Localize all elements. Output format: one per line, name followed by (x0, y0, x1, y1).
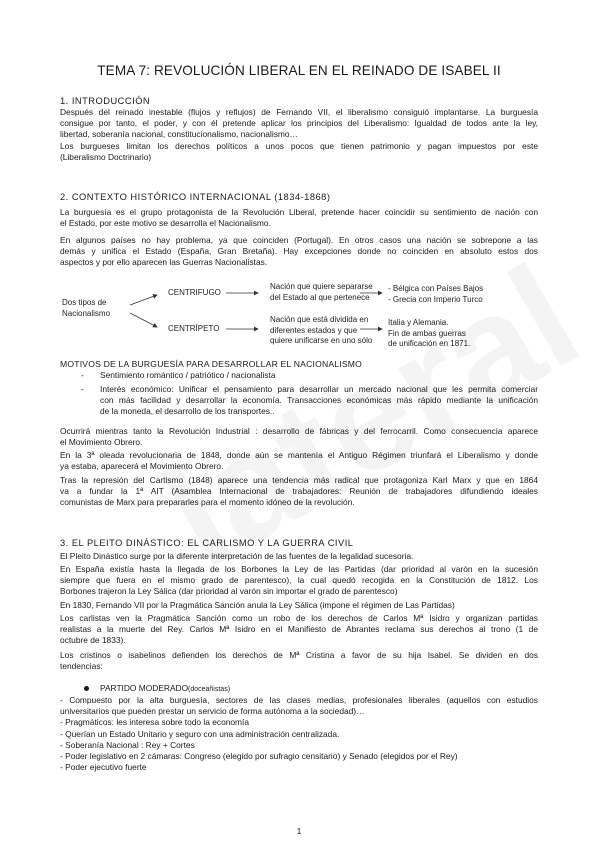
section-heading-pleito: 3. EL PLEITO DINÁSTICO: EL CARLISMO Y LA GUERRA CIVIL (60, 538, 354, 548)
section-heading-introduccion: 1. INTRODUCCIÓN (60, 96, 151, 106)
paragraph: Ocurrirá mientras tanto la Revolución Industrial : desarrollo de fábricas y del ferrocarril. Como consecuencia aparece el Movimiento Obrero. (60, 426, 538, 448)
diagram-root: Dos tipos de Nacionalismo (62, 298, 111, 318)
section-heading-contexto: 2. CONTEXTO HISTÓRICO INTERNACIONAL (1834-1868) (60, 192, 331, 202)
centrifugo-examples: - Bélgica con Países Bajos - Grecia con Imperio Turco (388, 284, 484, 304)
partido-moderado-list (60, 695, 538, 773)
list-item: - Soberanía Nacional : Rey + Cortes (60, 739, 195, 750)
paragraph: En 1830, Fernando VII por la Pragmática Sanción anula la Ley Sálica (impone el régimen de Las Partidas) (60, 600, 455, 610)
paragraph: Después del reinado inestable (flujos y reflujos) de Fernando VII, el liberalismo consiguió implantarse. La burguesía consigue por tanto, el poder, y con él pretende aplicar los principios del Liberalismo: Igualdad de todos ante la ley, libertad, soberanía nacional, constitucionalismo, nacionalismo… (60, 107, 538, 140)
page-number: 1 (296, 826, 302, 836)
paragraph: En España existía hasta la llegada de los Borbones la Ley de las Partidas (dar prioridad al varón en la sucesión siempre que fuera en el mismo grado de parentesco), la cual quedó recogida en la Constitución de 1812. Los Borbones trajeron la Ley Sálica (dar prioridad al varón sin importar el grado de parentesco) (60, 564, 538, 597)
arrow-to-centripeto (130, 313, 157, 327)
list-item: - Compuesto por la alta burguesía, sectores de las clases medias, profesionales liberales (aquellos con estudios (60, 695, 538, 705)
paragraph: Los burgueses limitan los derechos políticos a unos pocos que tienen patrimonio y pagan impuestos por este (Liberalismo Doctrinario) (60, 141, 538, 163)
paragraph: Tras la represión del Cartismo (1848) aparece una tendencia más radical que protagoniza Karl Marx y que en 1864 va a fundar la 1ª AIT (Asamblea Internacional de trabajadores: Reunión de trabajadores difundiendo ideales comunistas de Marx para prepararles para el momento idóneo de la revolución. (60, 475, 538, 508)
label-centrifugo: CENTRIFUGO (168, 288, 221, 297)
motivos-heading: MOTIVOS DE LA BURGUESÍA PARA DESARROLLAR EL NACIONALISMO (60, 359, 363, 369)
paragraph: Los carlistas ven la Pragmática Sanción como un robo de los derechos de Carlos Mª Isidro y organizan partidas realistas a la muerte del Rey. Carlos Mª Isidro en el Manifiesto de Abrantes reclama sus derechos al trono (1 de octubre de 1833). (60, 613, 538, 646)
bullet-icon (84, 686, 89, 691)
centripeto-examples: Italia y Alemania. Fin de ambas guerras de unificación en 1871. (388, 318, 471, 348)
centrifugo-description: Nación que quiere separarse del Estado al que pertenece (270, 282, 373, 302)
list-item: - Poder legislativo en 2 cámaras: Congreso (elegido por sufragio censitario) y Senado (elegidos por el Rey) (60, 751, 458, 762)
label-centripeto: CENTRÍPETO (168, 324, 220, 333)
paragraph: En algunos países no hay problema, ya que coinciden (Portugal). En otros casos una nación se sobrepone a las demás y unifica el Estado (España, Gran Bretaña). Hay excepciones donde no coinciden en absoluto estos dos aspectos y por ello aparecen las Guerras Nacionalistas. (60, 235, 538, 268)
arrow-to-centrifugo (130, 295, 157, 305)
centripeto-description: Nación que está dividida en diferentes estados y que quiere unificarse en uno sólo (270, 315, 373, 345)
paragraph: En la 3ª oleada revolucionaria de 1848, donde aún se mantenía el Antiguo Régimen triunfará el Liberalismo y donde ya estaba, aparecerá el Movimiento Obrero. (60, 450, 538, 472)
list-item: universitarios que pueden prestar un servicio de forma autónoma a la sociedad)… (60, 706, 365, 717)
list-item: - Pragmáticos: les interesa sobre todo la economía (60, 717, 249, 728)
list-item: - Querían un Estado Unitario y seguro con una administración centralizada. (60, 728, 340, 739)
page-title: TEMA 7: REVOLUCIÓN LIBERAL EN EL REINADO DE ISABEL II (97, 63, 501, 78)
paragraph: Los cristinos o isabelinos defienden los derechos de Mª Cristina a favor de su hija Isabel. Se dividen en dos tendencias: (60, 650, 538, 672)
paragraph: La burguesía es el grupo protagonista de la Revolución Liberal, pretende hacer coincidir su sentimiento de nación con el Estado, por este motivo se desarrolla el Nacionalismo. (60, 207, 538, 229)
nationalism-diagram (60, 280, 538, 354)
list-item: - Poder ejecutivo fuerte (60, 762, 147, 773)
paragraph: El Pleito Dinástico surge por la diferente interpretación de las fuentes de la legalidad sucesoria. (60, 551, 414, 561)
